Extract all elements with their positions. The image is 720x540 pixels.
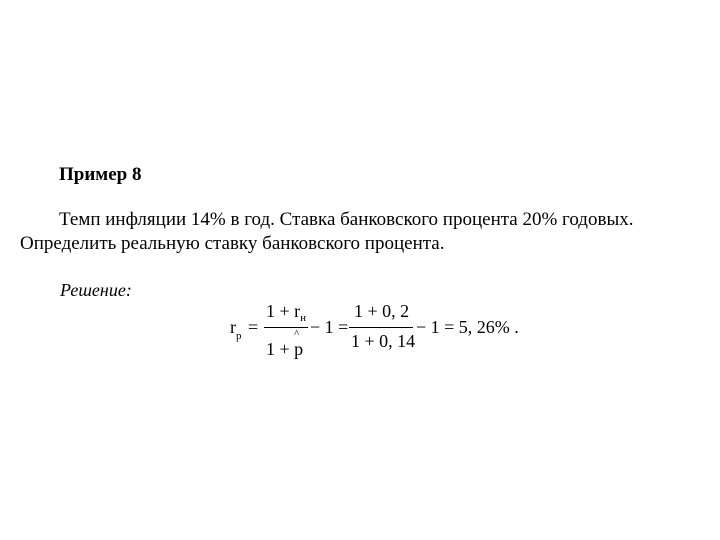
fraction-2-numerator: 1 + 0, 2 bbox=[354, 301, 410, 321]
fraction-1-numerator-text: 1 + r bbox=[266, 301, 301, 321]
formula-equals-1: = bbox=[248, 317, 259, 337]
fraction-1-numerator bbox=[266, 301, 306, 322]
solution-label: Решение: bbox=[60, 280, 132, 300]
formula-result: − 1 = 5, 26% . bbox=[416, 317, 519, 337]
problem-text-line-2: Определить реальную ставку банковского процента. bbox=[20, 233, 445, 254]
formula bbox=[228, 300, 548, 366]
formula-minus-one-1: − 1 = bbox=[310, 317, 349, 337]
fraction-1-hat-mark: ^ bbox=[294, 328, 300, 340]
formula-lhs bbox=[230, 317, 242, 342]
formula-lhs-symbol: r bbox=[230, 317, 236, 337]
fraction-2-denominator: 1 + 0, 14 bbox=[351, 331, 416, 351]
fraction-1-bar bbox=[264, 327, 308, 328]
formula-lhs-subscript: р bbox=[236, 330, 242, 342]
fraction-2-bar bbox=[349, 327, 413, 328]
fraction-1-denominator: 1 + p bbox=[266, 339, 304, 359]
problem-text-line-1: Темп инфляции 14% в год. Ставка банковского процента 20% годовых. bbox=[59, 209, 634, 230]
example-title: Пример 8 bbox=[59, 164, 142, 185]
fraction-1-numerator-subscript: н bbox=[300, 312, 307, 324]
